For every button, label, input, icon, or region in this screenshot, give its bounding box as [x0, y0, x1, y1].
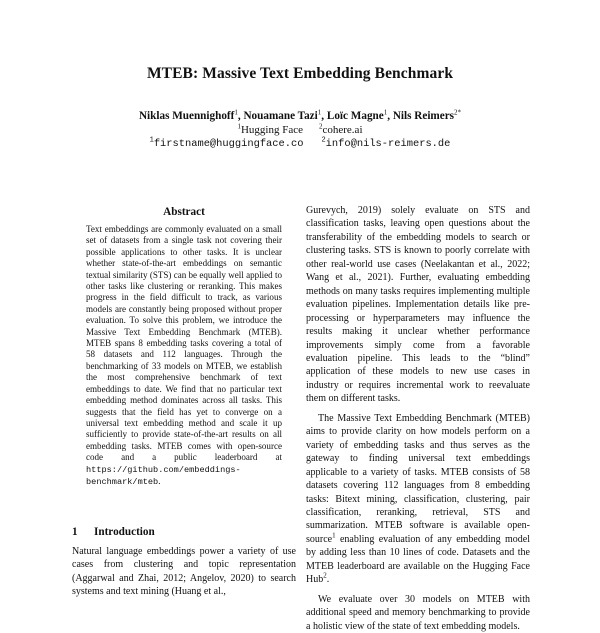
emails — [0, 138, 600, 150]
footnote-ref-2[interactable]: 2 — [323, 571, 327, 580]
affiliation-2: $^2$cohere.ai — [319, 122, 363, 136]
affiliations — [0, 124, 600, 136]
author-list: Niklas Muennighoff$^1$, Nouamane Tazi$^1$, Loïc Magne$^1$, Nils Reimers$^{2*}$ — [138, 108, 462, 122]
right-column — [306, 204, 530, 633]
paragraph-3: We evaluate over 30 models on MTEB with additional speed and memory benchmarking to provide a holistic view of the state of text embedding models. — [306, 593, 530, 632]
paragraph-1: Gurevych, 2019) solely evaluate on STS and classification tasks, leaving open questions about the transferability of the embedding models to search or clustering tasks. STS is known to poorly correlate with other real-world use cases (Neelakantan et al., 2022; Wang et al., 2021). Further, evaluating embedding methods on many tasks requires implementing multiple evaluation pipelines. Implementation details like pre-processing or hyperparameters may influence the results making it unclear whether performance improvements simply come from a favorable evaluation pipeline. This leads to the “blind” application of these models to new use cases in industry or requires incremental work to reevaluate them on different tasks. — [306, 205, 530, 405]
author-1: Niklas Muennighoff$^1$ — [138, 108, 238, 122]
abstract-heading: Abstract — [163, 206, 205, 218]
paper-title: MTEB: Massive Text Embedding Benchmark — [146, 65, 454, 82]
author-2: Nouamane Tazi$^1$ — [243, 108, 322, 122]
footnote-ref-1[interactable]: 1 — [332, 531, 336, 540]
abstract-body: Text embeddings are commonly evaluated on a small set of datasets from a single task not covering their possible applications to other tasks. It is unclear whether state-of-the-art embeddings on semantic textual similarity (STS) can be equally well applied to other tasks like clustering or reranking. This makes progress in the field difficult to track, as various models are constantly being proposed without proper evaluation. To solve this problem, we introduce the Massive Text Embedding Benchmark (MTEB). MTEB spans 8 embedding tasks covering a total of 58 datasets and 112 languages. Through the benchmarking of 33 models on MTEB, we establish the most comprehensive benchmark of text embeddings to date. We find that no particular text embedding method dominates across all tasks. This suggests that the field has yet to converge on a universal text embedding method and scale it up sufficiently to provide state-of-the-art results on all embedding tasks. MTEB comes with open-source code and a public leaderboard at https://github.com/embeddings-benchmark/mteb. — [86, 224, 282, 487]
author-4: Nils Reimers$^{2*}$ — [392, 108, 462, 122]
section-heading-introduction: 1 Introduction — [72, 526, 155, 538]
affiliation-1: $^1$Hugging Face — [237, 122, 303, 136]
github-link[interactable]: https://github.com/embeddings-benchmark/mteb — [86, 464, 241, 487]
email-1[interactable]: $^1$firstname@huggingface.co — [149, 136, 304, 150]
introduction-text: Natural language embeddings power a variety of use cases from clustering and topic representation (Aggarwal and Zhai, 2012; Angelov, 2020) to search systems and text mining (Huang et al., — [72, 546, 296, 598]
author-3: Loïc Magne$^1$ — [326, 108, 388, 122]
email-2[interactable]: $^2$info@nils-reimers.de — [321, 136, 451, 150]
paragraph-2: The Massive Text Embedding Benchmark (MTEB) aims to provide clarity on how models perform on a variety of embedding tasks and thus serves as the gateway to finding universal text embeddings applicable to a variety of tasks. MTEB consists of 58 datasets covering 112 languages from 8 embedding tasks: Bitext mining, classification, clustering, pair classification, reranking, retrieval, STS and summarization. MTEB software is available open-source$^1$ enabling evaluation of any embedding model by adding less than 10 lines of code. Datasets and the MTEB leaderboard are available on the Hugging Face Hub$^2$. — [306, 412, 530, 586]
